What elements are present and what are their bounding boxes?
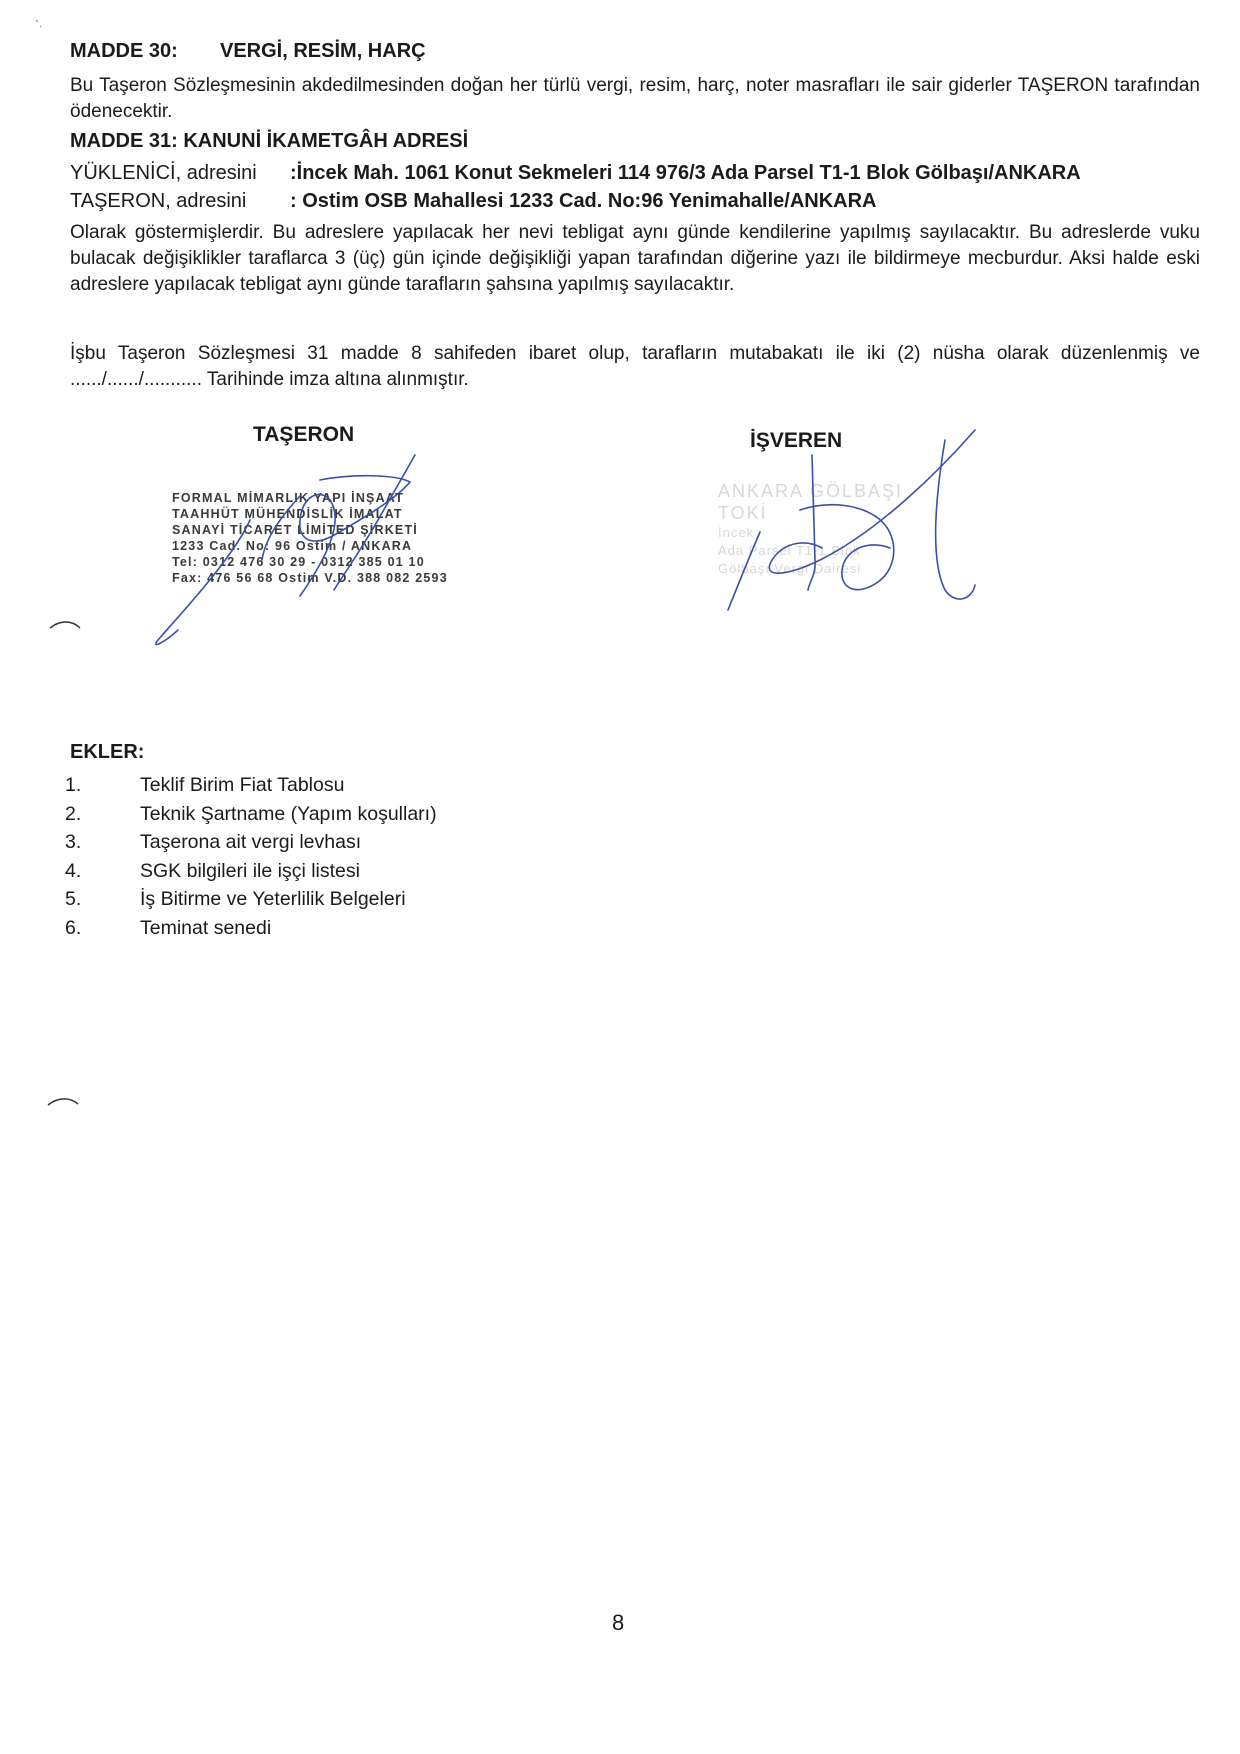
madde-30-title: VERGİ, RESİM, HARÇ	[220, 40, 426, 62]
corner-speck	[36, 20, 41, 27]
yuklenici-address: :İncek Mah. 1061 Konut Sekmeleri 114 976/3 Ada Parsel T1-1 Blok Gölbaşı/ANKARA	[290, 162, 1081, 184]
list-item-number: 4.	[65, 859, 82, 882]
isveren-signature	[728, 430, 975, 610]
margin-mark	[48, 1099, 78, 1105]
list-item-text: Teknik Şartname (Yapım koşulları)	[140, 802, 437, 825]
yuklenici-label: YÜKLENİCİ, adresini	[70, 162, 257, 184]
list-item-text: Teklif Birim Fiat Tablosu	[140, 774, 345, 796]
taseron-address: : Ostim OSB Mahallesi 1233 Cad. No:96 Yenimahalle/ANKARA	[290, 190, 877, 212]
stamp-line: Fax: 476 56 68 Ostim V.D. 388 082 2593	[172, 571, 448, 585]
taseron-signature	[156, 455, 415, 645]
list-item-text: Teminat senedi	[140, 916, 272, 939]
list-item-text: Taşerona ait vergi levhası	[140, 831, 362, 853]
taseron-label: TAŞERON, adresini	[70, 190, 247, 212]
stamp-line: ANKARA GÖLBAŞI	[718, 481, 904, 501]
stamp-line: FORMAL MİMARLIK YAPI İNŞAAT	[172, 491, 404, 505]
page-number: 8	[612, 1610, 625, 1635]
madde-30-number: MADDE 30:	[70, 40, 178, 62]
closing-text: İşbu Taşeron Sözleşmesi 31 madde 8 sahifeden ibaret olup, tarafların mutabakatı ile iki (2) nüsha olarak düzenlenmiş ve ....../....../........... Tarihinde imza altına alınmıştır.	[70, 343, 1200, 390]
list-item-number: 3.	[65, 831, 82, 853]
stamp-line: Tel: 0312 476 30 29 - 0312 385 01 10	[172, 555, 425, 569]
isveren-signature-title: İŞVEREN	[750, 429, 843, 452]
madde-31-text: Olarak göstermişlerdir. Bu adreslere yapılacak her nevi tebligat aynı günde kendilerine yapılmış sayılacaktır. Bu adreslerde vuku bulacak değişiklikler taraflarca 3 (üç) gün içinde değişikliği yapan tarafından diğerine yazı ile bildirmeye mecburdur. Aksi halde eski adreslere yapılacak tebligat aynı günde tarafların şahsına yapılmış sayılacaktır.	[70, 222, 1200, 295]
madde-31-heading: MADDE 31: KANUNİ İKAMETGÂH ADRESİ	[70, 130, 469, 152]
stamp-line: İncek	[718, 525, 755, 540]
list-item-number: 1.	[65, 774, 82, 796]
stamp-line: Gölbaşı Vergi Dairesi	[718, 561, 862, 576]
madde-30-text: Bu Taşeron Sözleşmesinin akdedilmesinden doğan her türlü vergi, resim, harç, noter masrafları ile sair giderler TAŞERON tarafından ödenecektir.	[70, 75, 1200, 122]
list-item-number: 5.	[65, 888, 82, 910]
stamp-line: TAAHHÜT MÜHENDİSLİK İMALAT	[172, 507, 403, 521]
list-item-number: 6.	[65, 916, 82, 939]
stamp-line: TOKİ	[718, 503, 768, 523]
list-item-text: İş Bitirme ve Yeterlilik Belgeleri	[140, 888, 406, 910]
ekler-title: EKLER:	[70, 741, 145, 763]
list-item-text: SGK bilgileri ile işçi listesi	[140, 859, 360, 882]
stamp-line: Ada Parsel T1-1 Blok	[718, 543, 861, 558]
taseron-signature-title: TAŞERON	[253, 423, 355, 446]
stamp-line: SANAYİ TİCARET LİMİTED ŞİRKETİ	[172, 523, 418, 537]
stamp-line: 1233 Cad. No: 96 Ostim / ANKARA	[172, 539, 413, 553]
margin-mark	[50, 622, 80, 628]
list-item-number: 2.	[65, 802, 82, 825]
